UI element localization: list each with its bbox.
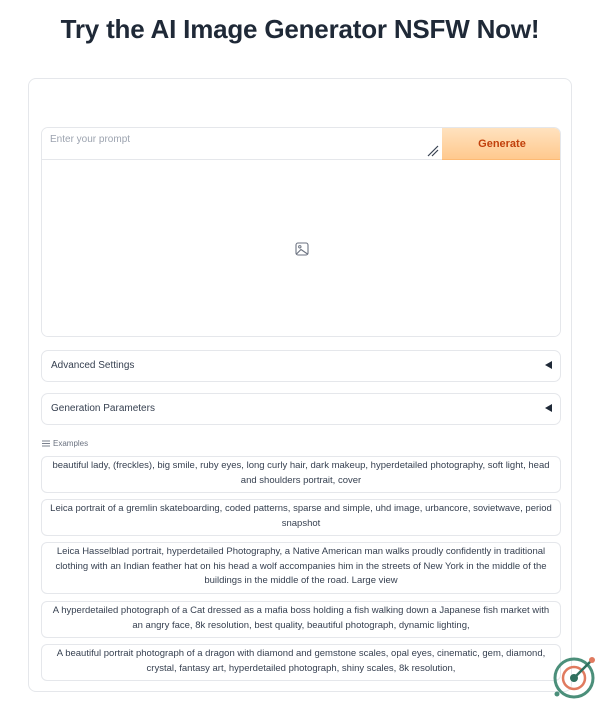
prompt-input[interactable] (42, 128, 442, 160)
list-icon (42, 440, 50, 447)
example-item[interactable]: A hyperdetailed photograph of a Cat dressed as a mafia boss holding a fish walking down a Japanese fish market with an angry face, 8k resolution, best quality, beautiful photograph, dynamic lighting, (41, 601, 561, 638)
example-item[interactable]: Leica Hasselblad portrait, hyperdetailed Photography, a Native American man walks proudly confidently in traditional clothing with an Indian feather hat on his head a wolf accompanies him in the streets of New York in the middle of the buildings in the middle of the road. Large view (41, 542, 561, 594)
image-output (42, 160, 561, 337)
examples-label: Examples (53, 439, 89, 448)
generation-parameters-label: Generation Parameters (51, 403, 155, 414)
page-title: Try the AI Image Generator NSFW Now! (60, 14, 540, 44)
image-placeholder-icon (295, 242, 309, 256)
generate-button[interactable]: Generate (442, 128, 561, 160)
resize-handle-icon[interactable] (427, 145, 439, 157)
prompt-box (41, 127, 561, 337)
example-item[interactable]: Leica portrait of a gremlin skateboarding, coded patterns, sparse and simple, uhd image, urbancore, sovietwave, period snapshot (41, 499, 561, 536)
caret-left-icon (545, 361, 552, 369)
example-item[interactable]: A beautiful portrait photograph of a dragon with diamond and gemstone scales, opal eyes, cinematic, gem, diamond, crystal, fantasy art, hyperdetailed photograph, shiny scales, 8k resolution, (41, 644, 561, 681)
generation-parameters-accordion[interactable] (41, 393, 561, 425)
example-item[interactable]: beautiful lady, (freckles), big smile, ruby eyes, long curly hair, dark makeup, hyperdetailed photography, soft light, head and shoulders portrait, cover (41, 456, 561, 493)
caret-left-icon (545, 404, 552, 412)
generator-panel (28, 78, 572, 692)
brand-logo-icon (548, 654, 600, 700)
examples-header (42, 439, 88, 448)
advanced-settings-label: Advanced Settings (51, 360, 135, 371)
advanced-settings-accordion[interactable] (41, 350, 561, 382)
